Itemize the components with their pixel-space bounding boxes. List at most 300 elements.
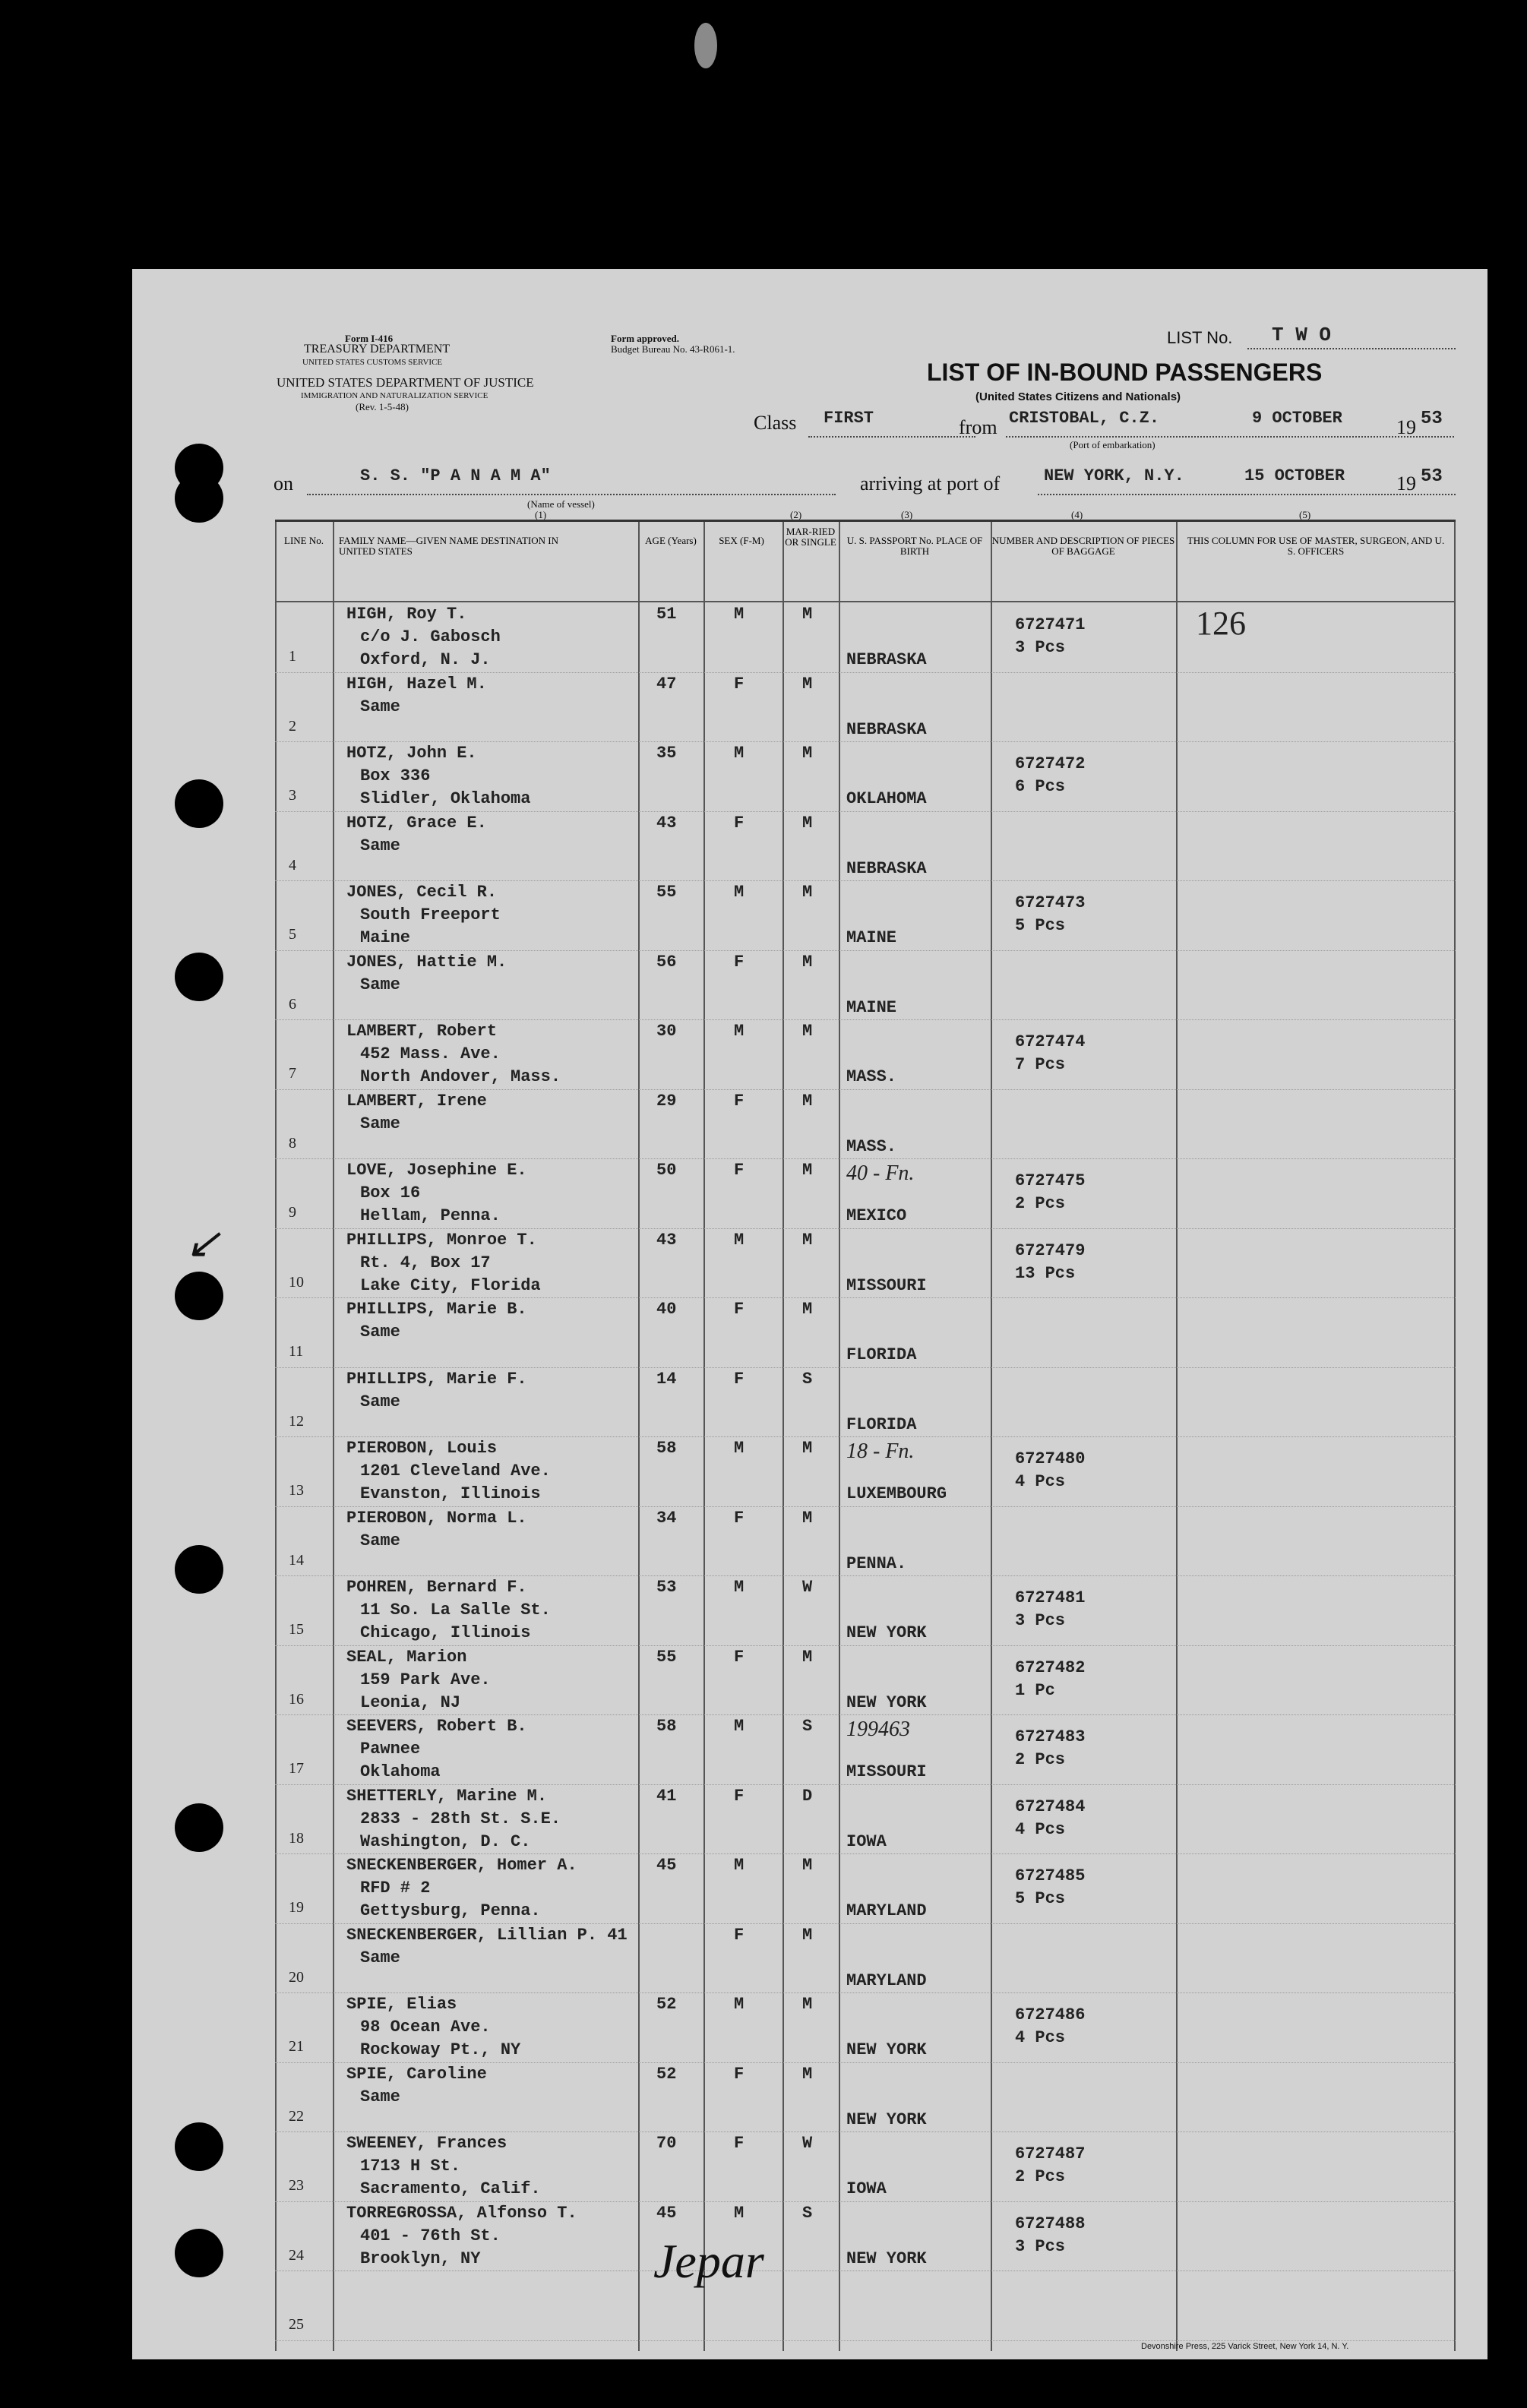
place-of-birth: MAINE [846, 997, 897, 1017]
passenger-name: HIGH, Roy T. [346, 605, 467, 624]
place-of-birth: MARYLAND [846, 1901, 927, 1920]
age: 52 [656, 2064, 677, 2084]
baggage-pieces: 3 Pcs [1015, 2236, 1066, 2256]
place-of-birth: MAINE [846, 928, 897, 947]
arrival-underline [1038, 494, 1456, 495]
table-row [275, 1714, 1456, 1785]
address-line-1: South Freeport [360, 905, 501, 924]
passenger-name: HOTZ, Grace E. [346, 813, 487, 833]
col-num-2: (2) [790, 509, 802, 520]
passenger-name: JONES, Cecil R. [346, 883, 498, 902]
sex: M [734, 883, 745, 902]
sex: M [734, 605, 745, 624]
table-row [275, 811, 1456, 882]
table-row [275, 2271, 1456, 2341]
marital-status: M [802, 883, 813, 902]
punch-hole [175, 474, 223, 523]
list-no-label: LIST No. [1167, 328, 1233, 347]
age: 35 [656, 744, 677, 763]
from-underline [1006, 436, 1454, 438]
punch-hole [175, 953, 223, 1001]
vessel-underline [307, 494, 836, 495]
address-line-2: Evanston, Illinois [360, 1484, 541, 1503]
place-of-birth: IOWA [846, 1831, 887, 1851]
col-num-3: (3) [901, 509, 913, 520]
passenger-name: PIEROBON, Norma L. [346, 1508, 527, 1528]
sex: F [734, 2064, 745, 2084]
place-of-birth: NEBRASKA [846, 858, 927, 878]
sex: F [734, 2134, 745, 2153]
line-number: 12 [289, 1412, 304, 1430]
place-of-birth: NEW YORK [846, 2248, 927, 2268]
address-line-1: 1713 H St. [360, 2157, 461, 2176]
punch-hole [175, 1803, 223, 1852]
handwritten-mark: ↙ [185, 1220, 221, 1267]
baggage-number: 6727475 [1015, 1171, 1086, 1190]
line-number: 17 [289, 1760, 304, 1777]
col-head-age: AGE (Years) [645, 535, 697, 546]
sex: F [734, 1300, 745, 1319]
marital-status: W [802, 2134, 813, 2153]
address-line-1: Same [360, 1114, 400, 1133]
treasury-dept: TREASURY DEPARTMENT [304, 343, 451, 356]
sex: F [734, 1161, 745, 1180]
line-number: 10 [289, 1273, 304, 1291]
year-1: 53 [1421, 409, 1443, 429]
address-line-2: Gettysburg, Penna. [360, 1901, 541, 1920]
place-of-birth: LUXEMBOURG [846, 1484, 947, 1503]
punch-hole [175, 2122, 223, 2171]
table-row [275, 1992, 1456, 2063]
address-line-2: Lake City, Florida [360, 1275, 541, 1295]
place-of-birth: NEW YORK [846, 2040, 927, 2059]
revision: (Rev. 1-5-48) [356, 401, 409, 412]
sex: F [734, 952, 745, 972]
place-of-birth: MEXICO [846, 1206, 907, 1225]
col-head-married: MAR-RIED OR SINGLE [785, 526, 836, 548]
line-number: 2 [289, 717, 296, 735]
address-line-1: Same [360, 2087, 400, 2106]
table-row [275, 1367, 1456, 1438]
line-number: 4 [289, 856, 296, 874]
place-of-birth: NEW YORK [846, 2109, 927, 2129]
sex: M [734, 1578, 745, 1597]
address-line-2: Leonia, NJ [360, 1692, 461, 1712]
col-head-name: FAMILY NAME—GIVEN NAME DESTINATION IN UNITED STATES [339, 535, 559, 557]
place-of-birth: MISSOURI [846, 1275, 927, 1295]
baggage-number: 6727480 [1015, 1449, 1086, 1468]
from-port: CRISTOBAL, C.Z. [1009, 409, 1160, 428]
baggage-pieces: 3 Pcs [1015, 638, 1066, 657]
line-number: 24 [289, 2246, 304, 2264]
baggage-pieces: 2 Pcs [1015, 1750, 1066, 1769]
line-number: 25 [289, 2316, 304, 2333]
sex: M [734, 1022, 745, 1041]
marital-status: M [802, 1022, 813, 1041]
baggage-pieces: 7 Pcs [1015, 1055, 1066, 1074]
passenger-name: JONES, Hattie M. [346, 952, 507, 972]
baggage-pieces: 4 Pcs [1015, 1472, 1066, 1491]
year-prefix-1: 19 [1396, 416, 1416, 438]
age: 50 [656, 1161, 677, 1180]
line-number: 1 [289, 648, 296, 665]
from-date: 9 OCTOBER [1252, 409, 1342, 428]
marital-status: M [802, 952, 813, 972]
age: 55 [656, 883, 677, 902]
baggage-pieces: 1 Pc [1015, 1680, 1055, 1700]
line-number: 16 [289, 1690, 304, 1708]
marital-status: M [802, 1647, 813, 1667]
marital-status: M [802, 2064, 813, 2084]
col-num-1: (1) [535, 509, 547, 520]
address-line-1: Pawnee [360, 1740, 421, 1759]
age: 40 [656, 1300, 677, 1319]
age: 58 [656, 1439, 677, 1458]
line-number: 13 [289, 1482, 304, 1499]
address-line-1: 1201 Cleveland Ave. [360, 1462, 551, 1481]
col-num-4: (4) [1071, 509, 1083, 520]
passenger-name: SPIE, Elias [346, 1995, 457, 2014]
table-row [275, 1297, 1456, 1368]
line-number: 21 [289, 2038, 304, 2055]
marital-status: M [802, 1161, 813, 1180]
passport-note: 199463 [846, 1718, 910, 1741]
col-head-baggage: NUMBER AND DESCRIPTION OF PIECES OF BAGGAGE [991, 535, 1175, 557]
row-divider [275, 2340, 1456, 2341]
table-row [275, 672, 1456, 743]
sex: F [734, 1508, 745, 1528]
officer-note: 126 [1196, 605, 1246, 642]
age: 58 [656, 1717, 677, 1736]
arriving-label: arriving at port of [860, 472, 1001, 495]
marital-status: M [802, 744, 813, 763]
table-row [275, 2201, 1456, 2272]
col-head-officers: THIS COLUMN FOR USE OF MASTER, SURGEON, AND U. S. OFFICERS [1187, 535, 1445, 557]
punch-hole [175, 1272, 223, 1320]
punch-hole [175, 2229, 223, 2277]
list-no-value: T W O [1272, 324, 1332, 346]
ins-service: IMMIGRATION AND NATURALIZATION SERVICE [301, 391, 488, 400]
address-line-1: Same [360, 1531, 400, 1550]
table-row [275, 1784, 1456, 1855]
baggage-pieces: 5 Pcs [1015, 916, 1066, 935]
col-head-line: LINE No. [284, 535, 324, 546]
baggage-number: 6727485 [1015, 1866, 1086, 1885]
class-underline [808, 436, 975, 438]
baggage-pieces: 2 Pcs [1015, 1194, 1066, 1213]
table-row [275, 880, 1456, 951]
age: 14 [656, 1369, 677, 1389]
age: 45 [656, 2203, 677, 2223]
table-row [275, 1506, 1456, 1577]
col-head-passport: U. S. PASSPORT No. PLACE OF BIRTH [846, 535, 983, 557]
table-row [275, 1645, 1456, 1716]
passenger-name: TORREGROSSA, Alfonso T. [346, 2203, 577, 2223]
marital-status: M [802, 1508, 813, 1528]
marital-status: S [802, 1717, 813, 1736]
budget-bureau: Budget Bureau No. 43-R061-1. [611, 343, 735, 355]
marital-status: M [802, 1091, 813, 1111]
table-row [275, 2131, 1456, 2202]
marital-status: M [802, 1230, 813, 1250]
vessel-caption: (Name of vessel) [527, 498, 595, 510]
baggage-number: 6727487 [1015, 2144, 1086, 2163]
sex: F [734, 1925, 745, 1945]
age: 51 [656, 605, 677, 624]
table-row [275, 1089, 1456, 1160]
baggage-number: 6727482 [1015, 1657, 1086, 1677]
passenger-name: SEEVERS, Robert B. [346, 1717, 527, 1736]
baggage-pieces: 2 Pcs [1015, 2167, 1066, 2186]
address-line-1: 401 - 76th St. [360, 2226, 501, 2245]
baggage-pieces: 3 Pcs [1015, 1611, 1066, 1630]
passenger-name: LAMBERT, Irene [346, 1091, 487, 1111]
line-number: 6 [289, 995, 296, 1013]
marital-status: M [802, 605, 813, 624]
marital-status: M [802, 1439, 813, 1458]
form-subtitle: (United States Citizens and Nationals) [975, 390, 1181, 403]
address-line-2: Chicago, Illinois [360, 1623, 531, 1642]
address-line-1: 11 So. La Salle St. [360, 1601, 551, 1620]
address-line-2: Slidler, Oklahoma [360, 789, 531, 808]
table-row [275, 602, 1456, 673]
place-of-birth: FLORIDA [846, 1345, 917, 1364]
passenger-name: PIEROBON, Louis [346, 1439, 498, 1458]
age: 41 [656, 1786, 677, 1806]
line-number: 15 [289, 1621, 304, 1638]
place-of-birth: PENNA. [846, 1553, 907, 1573]
baggage-number: 6727484 [1015, 1797, 1086, 1816]
line-number: 14 [289, 1551, 304, 1569]
place-of-birth: NEW YORK [846, 1623, 927, 1642]
passenger-name: SNECKENBERGER, Homer A. [346, 1856, 577, 1875]
form-title: LIST OF IN-BOUND PASSENGERS [927, 359, 1323, 386]
sex: M [734, 1230, 745, 1250]
line-number: 7 [289, 1065, 296, 1082]
passenger-name: SHETTERLY, Marine M. [346, 1786, 548, 1806]
marital-status: M [802, 813, 813, 833]
baggage-pieces: 13 Pcs [1015, 1263, 1076, 1283]
baggage-number: 6727473 [1015, 893, 1086, 912]
sex: M [734, 1856, 745, 1875]
address-line-1: RFD # 2 [360, 1879, 431, 1898]
address-line-2: Oklahoma [360, 1762, 441, 1781]
year-2: 53 [1421, 466, 1443, 487]
marital-status: M [802, 1925, 813, 1945]
sex: F [734, 813, 745, 833]
baggage-number: 6727481 [1015, 1588, 1086, 1607]
customs-service: UNITED STATES CUSTOMS SERVICE [302, 358, 443, 367]
passenger-name: POHREN, Bernard F. [346, 1578, 527, 1597]
baggage-pieces: 6 Pcs [1015, 777, 1066, 796]
marital-status: M [802, 1300, 813, 1319]
address-line-1: Same [360, 697, 400, 716]
baggage-number: 6727486 [1015, 2005, 1086, 2024]
age: 53 [656, 1578, 677, 1597]
passenger-name: LOVE, Josephine E. [346, 1161, 527, 1180]
table-row [275, 1575, 1456, 1646]
address-line-1: Same [360, 1392, 400, 1411]
marital-status: M [802, 674, 813, 694]
sex: F [734, 1369, 745, 1389]
marital-status: S [802, 1369, 813, 1389]
address-line-2: Rockoway Pt., NY [360, 2040, 521, 2059]
table-row [275, 1158, 1456, 1229]
line-number: 18 [289, 1829, 304, 1847]
address-line-2: Washington, D. C. [360, 1831, 531, 1851]
line-number: 23 [289, 2177, 304, 2194]
place-of-birth: IOWA [846, 2179, 887, 2198]
address-line-2: Hellam, Penna. [360, 1206, 501, 1225]
address-line-1: Same [360, 1948, 400, 1967]
table-row [275, 1853, 1456, 1924]
passport-note: 18 - Fn. [846, 1439, 915, 1463]
passenger-name: SWEENEY, Frances [346, 2134, 507, 2153]
baggage-number: 6727483 [1015, 1727, 1086, 1746]
marital-status: D [802, 1786, 813, 1806]
port-embark-caption: (Port of embarkation) [1070, 439, 1156, 450]
passenger-name: SNECKENBERGER, Lillian P. 41 [346, 1925, 628, 1945]
passenger-table [275, 520, 1456, 2351]
address-line-1: 452 Mass. Ave. [360, 1044, 501, 1063]
table-row [275, 741, 1456, 812]
address-line-2: Oxford, N. J. [360, 650, 491, 669]
place-of-birth: MASS. [846, 1067, 897, 1086]
year-prefix-2: 19 [1396, 472, 1416, 495]
address-line-1: Same [360, 975, 400, 994]
age: 55 [656, 1647, 677, 1667]
arrival-date: 15 OCTOBER [1244, 466, 1345, 485]
sex: M [734, 2203, 745, 2223]
col-num-5: (5) [1299, 509, 1311, 520]
sex: F [734, 1786, 745, 1806]
light-spot [694, 23, 717, 68]
age: 56 [656, 952, 677, 972]
table-row [275, 1923, 1456, 1994]
passenger-name: HIGH, Hazel M. [346, 674, 487, 694]
address-line-1: Rt. 4, Box 17 [360, 1253, 491, 1272]
age: 30 [656, 1022, 677, 1041]
table-row [275, 950, 1456, 1021]
age: 47 [656, 674, 677, 694]
table-row [275, 2062, 1456, 2133]
table-row [275, 1228, 1456, 1299]
passenger-name: PHILLIPS, Marie B. [346, 1300, 527, 1319]
address-line-2: North Andover, Mass. [360, 1067, 561, 1086]
punch-hole [175, 779, 223, 828]
place-of-birth: MARYLAND [846, 1970, 927, 1990]
vessel-name: S. S. "P A N A M A" [360, 466, 551, 485]
baggage-pieces: 4 Pcs [1015, 2028, 1066, 2047]
place-of-birth: OKLAHOMA [846, 789, 927, 808]
address-line-1: Same [360, 836, 400, 855]
line-number: 3 [289, 787, 296, 804]
passenger-name: PHILLIPS, Marie F. [346, 1369, 527, 1389]
baggage-number: 6727474 [1015, 1032, 1086, 1051]
line-number: 9 [289, 1204, 296, 1221]
line-number: 20 [289, 1968, 304, 1986]
line-number: 11 [289, 1343, 304, 1360]
address-line-1: Same [360, 1323, 400, 1341]
printer-imprint: Devonshire Press, 225 Varick Street, New York 14, N. Y. [1141, 2342, 1349, 2351]
line-number: 22 [289, 2107, 304, 2125]
from-label: from [959, 416, 997, 438]
baggage-pieces: 5 Pcs [1015, 1889, 1066, 1908]
passenger-name: SEAL, Marion [346, 1647, 467, 1667]
marital-status: M [802, 1995, 813, 2014]
punch-hole [175, 1545, 223, 1594]
justice-dept: UNITED STATES DEPARTMENT OF JUSTICE [277, 375, 534, 390]
line-number: 8 [289, 1134, 296, 1152]
address-line-1: Box 336 [360, 766, 431, 785]
baggage-pieces: 4 Pcs [1015, 1819, 1066, 1839]
baggage-number: 6727488 [1015, 2214, 1086, 2233]
place-of-birth: NEW YORK [846, 1692, 927, 1712]
address-line-1: c/o J. Gabosch [360, 627, 501, 646]
address-line-2: Maine [360, 928, 411, 947]
sex: M [734, 744, 745, 763]
passenger-name: HOTZ, John E. [346, 744, 477, 763]
age: 29 [656, 1091, 677, 1111]
baggage-number: 6727472 [1015, 754, 1086, 773]
sex: F [734, 1091, 745, 1111]
place-of-birth: MASS. [846, 1136, 897, 1156]
handwritten-signature: Jepar [653, 2234, 764, 2288]
address-line-2: Sacramento, Calif. [360, 2179, 541, 2198]
age: 45 [656, 1856, 677, 1875]
passenger-name: PHILLIPS, Monroe T. [346, 1230, 537, 1250]
baggage-number: 6727479 [1015, 1240, 1086, 1260]
age: 43 [656, 813, 677, 833]
place-of-birth: NEBRASKA [846, 719, 927, 739]
age: 52 [656, 1995, 677, 2014]
list-no-underline [1247, 348, 1456, 349]
line-number: 5 [289, 926, 296, 943]
passport-note: 40 - Fn. [846, 1161, 915, 1185]
sex: M [734, 1995, 745, 2014]
on-label: on [273, 472, 293, 495]
place-of-birth: NEBRASKA [846, 650, 927, 669]
address-line-1: 2833 - 28th St. S.E. [360, 1809, 561, 1828]
sex: M [734, 1439, 745, 1458]
marital-status: M [802, 1856, 813, 1875]
baggage-number: 6727471 [1015, 615, 1086, 634]
table-row [275, 1019, 1456, 1090]
age: 34 [656, 1508, 677, 1528]
arrival-port: NEW YORK, N.Y. [1044, 466, 1184, 485]
sex: M [734, 1717, 745, 1736]
class-value: FIRST [824, 409, 874, 428]
form-approved: Form approved. [611, 333, 680, 344]
marital-status: S [802, 2203, 813, 2223]
col-head-sex: SEX (F-M) [719, 535, 764, 546]
table-row [275, 1436, 1456, 1507]
passenger-name: SPIE, Caroline [346, 2064, 487, 2084]
place-of-birth: MISSOURI [846, 1762, 927, 1781]
form-id: Form I-416 [345, 333, 394, 344]
place-of-birth: FLORIDA [846, 1414, 917, 1434]
sex: F [734, 1647, 745, 1667]
age: 70 [656, 2134, 677, 2153]
sex: F [734, 674, 745, 694]
class-label: Class [754, 412, 797, 434]
marital-status: W [802, 1578, 813, 1597]
address-line-1: 159 Park Ave. [360, 1670, 491, 1689]
address-line-1: Box 16 [360, 1183, 421, 1202]
line-number: 19 [289, 1899, 304, 1916]
address-line-1: 98 Ocean Ave. [360, 2018, 491, 2037]
address-line-2: Brooklyn, NY [360, 2248, 481, 2268]
